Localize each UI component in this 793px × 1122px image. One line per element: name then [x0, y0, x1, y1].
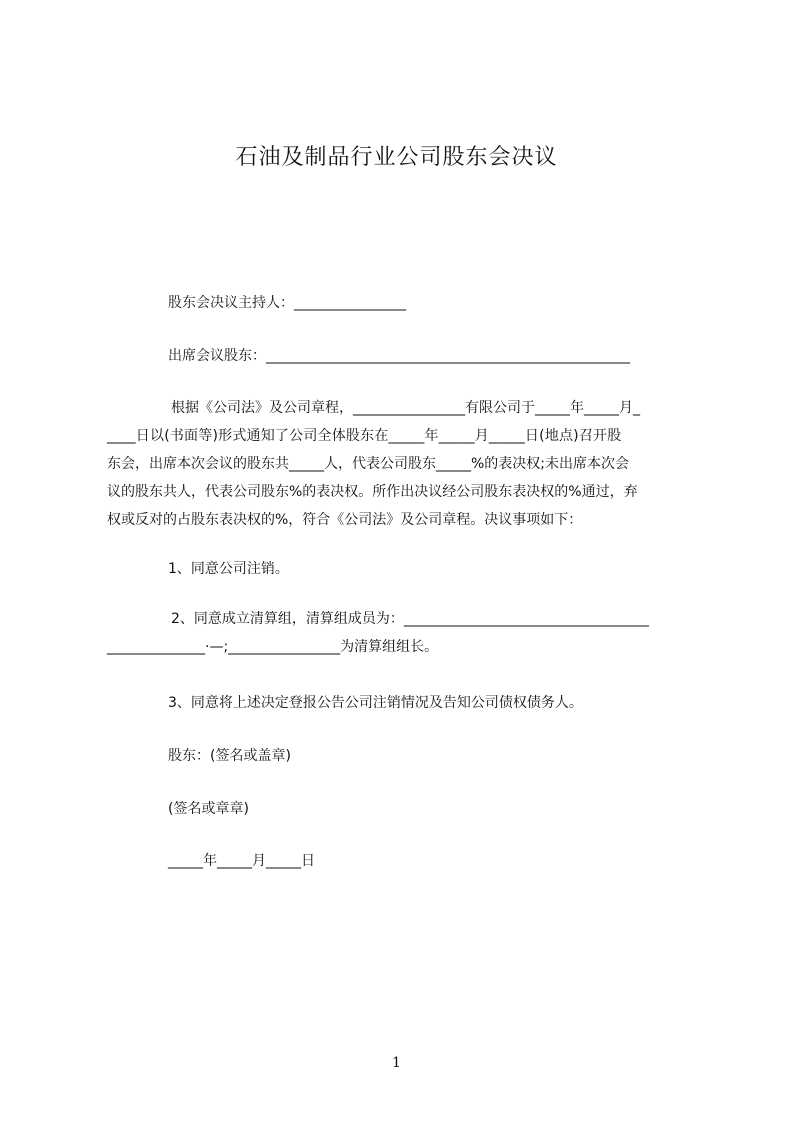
page-number: 1: [392, 1055, 401, 1071]
attendees-line: 出席会议股东：____________________________________________________: [168, 348, 630, 364]
body-line: 权或反对的占股东表决权的%，符合《公司法》及公司章程。决议事项如下：: [107, 512, 583, 528]
body-paragraph: [107, 394, 701, 534]
host-line: 股东会决议主持人：________________: [168, 295, 406, 311]
body-line: 根据《公司法》及公司章程，________________有限公司于_____年_____月_: [171, 400, 640, 416]
item-2-line: 2、同意成立清算组，清算组成员为：___________________________________: [171, 611, 649, 627]
resolution-item-2: [107, 605, 701, 661]
item-2-line: ______________·—;________________为清算组组长。: [107, 639, 439, 655]
document-title: 石油及制品行业公司股东会决议: [235, 145, 558, 170]
body-line: 议的股东共人，代表公司股东%的表决权。所作出决议经公司股东表决权的%通过，弃: [107, 484, 638, 500]
date-line: _____年_____月_____日: [168, 853, 315, 869]
body-line: ____日以(书面等)形式通知了公司全体股东在_____年_____月_____日(地点)召开股: [107, 428, 622, 444]
resolution-item-3: 3、同意将上述决定登报公告公司注销情况及告知公司债权债务人。: [168, 695, 583, 711]
resolution-item-1: 1、同意公司注销。: [168, 561, 289, 577]
seal-note-line: (签名或章章): [168, 801, 249, 817]
body-line: 东会，出席本次会议的股东共_____人，代表公司股东_____%的表决权;未出席本次会: [107, 456, 630, 472]
shareholder-signature-line: 股东：(签名或盖章): [168, 748, 291, 764]
